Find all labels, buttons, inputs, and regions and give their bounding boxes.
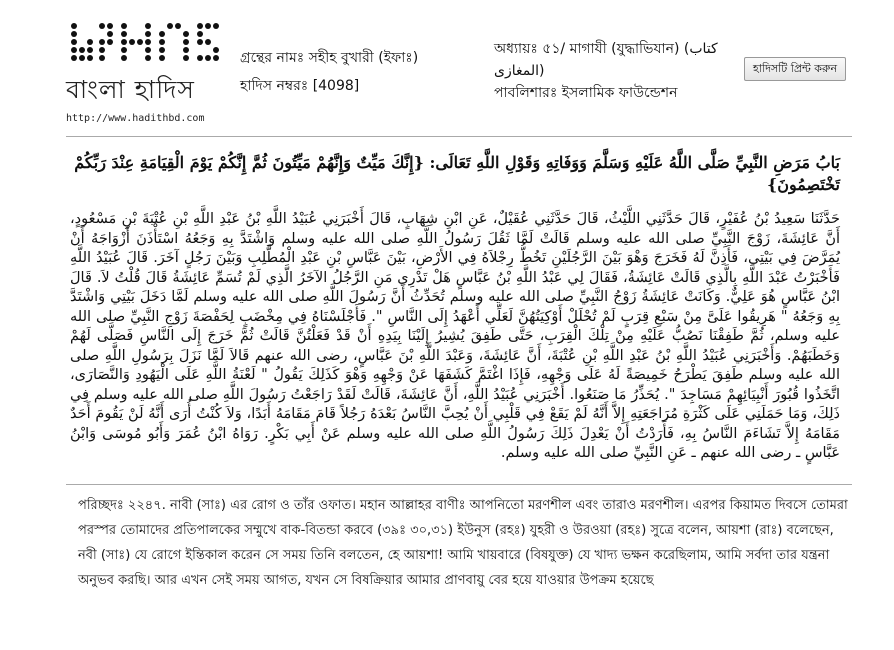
logo-title: বাংলা হাদিস: [66, 75, 195, 104]
chapter-name: অধ্যায়ঃ ৫১/ মাগাযী (যুদ্ধাভিযান) (كتاب المغازى): [494, 41, 718, 79]
arabic-chapter-title: بَابُ مَرَضِ النَّبِيِّ صَلَّى اللَّهُ عَلَيْهِ وَسَلَّمَ وَوَفَاتِهِ وَقَوْلِ اللَّهِ تَعَالَى: {إِنَّكَ مَيِّتٌ وَإِنَّهُمْ مَيِّتُونَ ثُمَّ إِنَّكُمْ يَوْمَ الْقِيَامَةِ عِنْدَ رَبِّكُمْ تَخْتَصِمُونَ}: [74, 153, 840, 194]
chapter-meta: [494, 38, 722, 104]
bangla-translation: পরিচ্ছদঃ ২২৪৭. নাবী (সাঃ) এর রোগ ও তাঁর ওফাত। মহান আল্লাহর বাণীঃ আপনিতো মরণশীল এবং তারাও মরণশীল। এরপর কিয়ামত দিবসে তোমরা পরস্পর তোমাদের প্রতিপালকের সম্মুখে বাক-বিতন্ডা করবে (৩৯ঃ ৩০,৩১) ইউনুস (রহঃ) যুহরী ও উরওয়া (রহঃ) সুত্রে বলেন, আয়শা (রাঃ) বলেছেন, নবী (সাঃ) যে রোগে ইন্তিকাল করেন সে সময় তিনি বলতেন, হে আয়শা! আমি খায়বারে (বিষযুক্ত) যে খাদ্য ভক্ষন করেছিলাম, আমি সর্বদা তার যন্ত্রনা অনুভব করছি। আর এখন সেই সময় আগত, যখন সে বিষক্রিয়ার আমার প্রাণবায়ু বের হয়ে যাওয়ার উপক্রম হয়েছে: [78, 498, 848, 588]
site-logo[interactable]: [66, 20, 226, 124]
header-divider: [66, 136, 852, 137]
text-divider: [66, 484, 852, 485]
print-hadith-button[interactable]: হাদিসটি প্রিন্ট করুন: [744, 57, 846, 81]
book-name: গ্রন্থের নামঃ সহীহ বুখারী (ইফাঃ): [240, 50, 419, 66]
book-meta: [240, 44, 418, 100]
logo-mark-icon: [66, 20, 222, 68]
logo-url: http://www.hadithbd.com: [66, 113, 205, 124]
hadith-number: হাদিস নম্বরঃ [4098]: [240, 78, 360, 94]
publisher: পাবলিশারঃ ইসলামিক ফাউন্ডেশন: [494, 85, 678, 101]
arabic-hadith-text: حَدَّثَنَا سَعِيدُ بْنُ عُفَيْرٍ، قَالَ حَدَّثَنِي اللَّيْثُ، قَالَ حَدَّثَنِي عُقَيْلٌ، عَنِ ابْنِ شِهَابٍ، قَالَ أَخْبَرَنِي عُبَيْدُ اللَّهِ بْنُ عَبْدِ اللَّهِ بْنِ عُتْبَةَ بْنِ مَسْعُودٍ، أَنَّ عَائِشَةَ، زَوْجَ النَّبِيِّ صلى الله عليه وسلم قَالَتْ لَمَّا ثَقُلَ رَسُولُ اللَّهِ صلى الله عليه وسلم وَاشْتَدَّ بِهِ وَجَعُهُ اسْتَأْذَنَ أَزْوَاجَهُ أَنْ يُمَرَّضَ فِي بَيْتِي، فَأَذِنَّ لَهُ فَخَرَجَ وَهْوَ بَيْنَ الرَّجُلَيْنِ تَخُطُّ رِجْلاَهُ فِي الأَرْضِ، بَيْنَ عَبَّاسِ بْنِ عَبْدِ الْمُطَّلِبِ وَبَيْنَ رَجُلٍ آخَرَ. قَالَ عُبَيْدُ اللَّهِ فَأَخْبَرْتُ عَبْدَ اللَّهِ بِالَّذِي قَالَتْ عَائِشَةُ، فَقَالَ لِي عَبْدُ اللَّهِ بْنُ عَبَّاسٍ هَلْ تَدْرِي مَنِ الرَّجُلُ الآخَرُ الَّذِي لَمْ تُسَمِّ عَائِشَةُ قَالَ قُلْتُ لاَ. قَالَ ابْنُ عَبَّاسٍ هُوَ عَلِيٌّ. وَكَانَتْ عَائِشَةُ زَوْجُ النَّبِيِّ صلى الله عليه وسلم تُحَدِّثُ أَنَّ رَسُولَ اللَّهِ صلى الله عليه وسلم لَمَّا دَخَلَ بَيْتِي وَاشْتَدَّ بِهِ وَجَعُهُ " هَرِيقُوا عَلَىَّ مِنْ سَبْعِ قِرَبٍ لَمْ تُحْلَلْ أَوْكِيَتُهُنَّ لَعَلِّي أَعْهَدُ إِلَى النَّاسِ ". فَأَجْلَسْنَاهُ فِي مِخْضَبٍ لِحَفْصَةَ زَوْجِ النَّبِيِّ صلى الله عليه وسلم، ثُمَّ طَفِقْنَا نَصُبُّ عَلَيْهِ مِنْ تِلْكَ الْقِرَبِ، حَتَّى طَفِقَ يُشِيرُ إِلَيْنَا بِيَدِهِ أَنْ قَدْ فَعَلْتُنَّ قَالَتْ ثُمَّ خَرَجَ إِلَى النَّاسِ فَصَلَّى لَهُمْ وَخَطَبَهُمْ. وَأَخْبَرَنِي عُبَيْدُ اللَّهِ بْنُ عَبْدِ اللَّهِ بْنِ عُتْبَةَ، أَنَّ عَائِشَةَ، وَعَبْدَ اللَّهِ بْنَ عَبَّاسٍ، رضى الله عنهم قَالاَ لَمَّا نَزَلَ بِرَسُولِ اللَّهِ صلى الله عليه وسلم طَفِقَ يَطْرَحُ خَمِيصَةً لَهُ عَلَى وَجْهِهِ، فَإِذَا اغْتَمَّ كَشَفَهَا عَنْ وَجْهِهِ وَهْوَ كَذَلِكَ يَقُولُ " لَعْنَةُ اللَّهِ عَلَى الْيَهُودِ وَالنَّصَارَى، اتَّخَذُوا قُبُورَ أَنْبِيَائِهِمْ مَسَاجِدَ ". يُحَذِّرُ مَا صَنَعُوا. أَخْبَرَنِي عُبَيْدُ اللَّهِ، أَنَّ عَائِشَةَ، قَالَتْ لَقَدْ رَاجَعْتُ رَسُولَ اللَّهِ صلى الله عليه وسلم فِي ذَلِكَ، وَمَا حَمَلَنِي عَلَى كَثْرَةِ مُرَاجَعَتِهِ إِلاَّ أَنَّهُ لَمْ يَقَعْ فِي قَلْبِي أَنْ يُحِبَّ النَّاسُ بَعْدَهُ رَجُلاً قَامَ مَقَامَهُ أَبَدًا، وَلاَ كُنْتُ أُرَى أَنَّهُ لَنْ يَقُومَ أَحَدٌ مَقَامَهُ إِلاَّ تَشَاءَمَ النَّاسُ بِهِ، فَأَرَدْتُ أَنْ يَعْدِلَ ذَلِكَ رَسُولُ اللَّهِ صلى الله عليه وسلم عَنْ أَبِي بَكْرٍ. رَوَاهُ ابْنُ عُمَرَ وَأَبُو مُوسَى وَابْنُ عَبَّاسٍ ـ رضى الله عنهم ـ عَنِ النَّبِيِّ صلى الله عليه وسلم.: [70, 211, 840, 461]
